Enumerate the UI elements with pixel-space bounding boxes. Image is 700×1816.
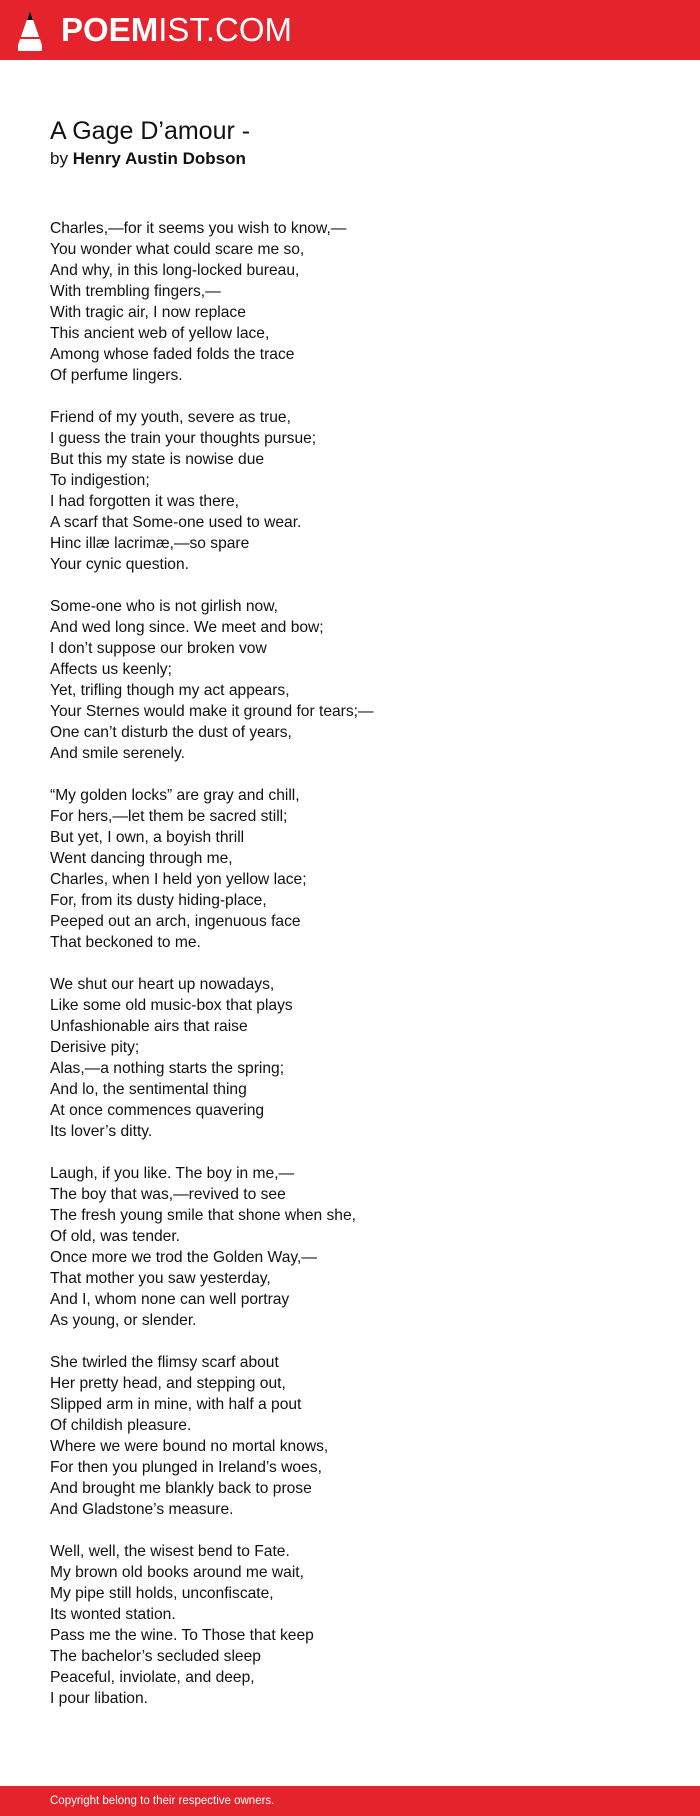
poem-line: And why, in this long-locked bureau,	[50, 262, 300, 279]
poem-line: I had forgotten it was there,	[50, 493, 239, 510]
poem-line: Of childish pleasure.	[50, 1417, 192, 1434]
poem-stanza	[50, 1163, 670, 1331]
byline-prefix: by	[50, 149, 68, 168]
poem-line: Where we were bound no mortal knows,	[50, 1438, 329, 1455]
poem-line: As young, or slender.	[50, 1312, 197, 1329]
poem-line: Her pretty head, and stepping out,	[50, 1375, 286, 1392]
site-header	[0, 0, 700, 60]
logo-text-bold: POEM	[61, 11, 159, 48]
poem-body	[50, 218, 670, 1730]
poem-line: Some-one who is not girlish now,	[50, 598, 278, 615]
poem-line: Once more we trod the Golden Way,—	[50, 1249, 317, 1266]
poem-line: Well, well, the wisest bend to Fate.	[50, 1543, 290, 1560]
poem-line: Alas,—a nothing starts the spring;	[50, 1060, 285, 1077]
poem-line: Its wonted station.	[50, 1606, 176, 1623]
poem-title: A Gage D’amour -	[50, 117, 251, 145]
poem-line: And smile serenely.	[50, 745, 185, 762]
poem-line: Peaceful, inviolate, and deep,	[50, 1669, 255, 1686]
poem-stanza	[50, 218, 670, 386]
poem-line: Yet, trifling though my act appears,	[50, 682, 290, 699]
poem-stanza	[50, 1352, 670, 1520]
poem-line: And I, whom none can well portray	[50, 1291, 290, 1308]
poem-author: Henry Austin Dobson	[72, 149, 246, 168]
poem-line: Unfashionable airs that raise	[50, 1018, 248, 1035]
poem-line: A scarf that Some-one used to wear.	[50, 514, 302, 531]
poem-line: I pour libation.	[50, 1690, 148, 1707]
poem-line: This ancient web of yellow lace,	[50, 325, 270, 342]
poem-line: Of old, was tender.	[50, 1228, 181, 1245]
poem-line: She twirled the flimsy scarf about	[50, 1354, 279, 1371]
logo-text-light: IST.COM	[158, 11, 293, 48]
poem-line: Your Sternes would make it ground for tears;—	[50, 703, 374, 720]
poem-line: One can’t disturb the dust of years,	[50, 724, 292, 741]
poem-line: I don’t suppose our broken vow	[50, 640, 267, 657]
pencil-logo-icon[interactable]	[18, 11, 42, 51]
poem-line: But yet, I own, a boyish thrill	[50, 829, 245, 846]
site-footer	[0, 1786, 700, 1816]
poem-line: I guess the train your thoughts pursue;	[50, 430, 317, 447]
poem-line: For, from its dusty hiding-place,	[50, 892, 267, 909]
poem-line: Slipped arm in mine, with half a pout	[50, 1396, 302, 1413]
poem-line: And Gladstone’s measure.	[50, 1501, 234, 1518]
poem-line: You wonder what could scare me so,	[50, 241, 305, 258]
poem-line: For hers,—let them be sacred still;	[50, 808, 288, 825]
poem-line: The bachelor’s secluded sleep	[50, 1648, 261, 1665]
poem-line: Went dancing through me,	[50, 850, 233, 867]
poem-line: That beckoned to me.	[50, 934, 201, 951]
poem-line: But this my state is nowise due	[50, 451, 265, 468]
poem-line: My pipe still holds, unconfiscate,	[50, 1585, 274, 1602]
poem-line: With trembling fingers,—	[50, 283, 221, 300]
poem-line: “My golden locks” are gray and chill,	[50, 787, 300, 804]
poem-line: Friend of my youth, severe as true,	[50, 409, 291, 426]
poem-stanza	[50, 1541, 670, 1709]
poem-line: Derisive pity;	[50, 1039, 140, 1056]
poem-line: Laugh, if you like. The boy in me,—	[50, 1165, 295, 1182]
poem-line: Hinc illæ lacrimæ,—so spare	[50, 535, 250, 552]
poem-line: That mother you saw yesterday,	[50, 1270, 271, 1287]
poem-stanza	[50, 407, 670, 575]
poem-line: With tragic air, I now replace	[50, 304, 246, 321]
poem-line: Of perfume lingers.	[50, 367, 183, 384]
poem-line: Peeped out an arch, ingenuous face	[50, 913, 301, 930]
site-logo[interactable]	[61, 11, 292, 49]
poem-line: For then you plunged in Ireland’s woes,	[50, 1459, 322, 1476]
poem-line: Charles,—for it seems you wish to know,—	[50, 220, 347, 237]
poem-line: Among whose faded folds the trace	[50, 346, 295, 363]
poem-line: To indigestion;	[50, 472, 150, 489]
poem-line: The fresh young smile that shone when she,	[50, 1207, 356, 1224]
poem-line: And lo, the sentimental thing	[50, 1081, 247, 1098]
poem-byline	[50, 148, 246, 170]
poem-line: Like some old music-box that plays	[50, 997, 293, 1014]
copyright-text: Copyright belong to their respective owners.	[50, 1795, 275, 1807]
poem-line: The boy that was,—revived to see	[50, 1186, 286, 1203]
poem-stanza	[50, 974, 670, 1142]
poem-line: My brown old books around me wait,	[50, 1564, 304, 1581]
poem-line: We shut our heart up nowadays,	[50, 976, 275, 993]
poem-line: Its lover’s ditty.	[50, 1123, 153, 1140]
poem-stanza	[50, 785, 670, 953]
poem-line: Charles, when I held yon yellow lace;	[50, 871, 307, 888]
poem-line: And wed long since. We meet and bow;	[50, 619, 324, 636]
poem-line: Your cynic question.	[50, 556, 189, 573]
poem-stanza	[50, 596, 670, 764]
poem-line: At once commences quavering	[50, 1102, 265, 1119]
poem-line: Affects us keenly;	[50, 661, 172, 678]
poem-line: Pass me the wine. To Those that keep	[50, 1627, 314, 1644]
poem-line: And brought me blankly back to prose	[50, 1480, 312, 1497]
